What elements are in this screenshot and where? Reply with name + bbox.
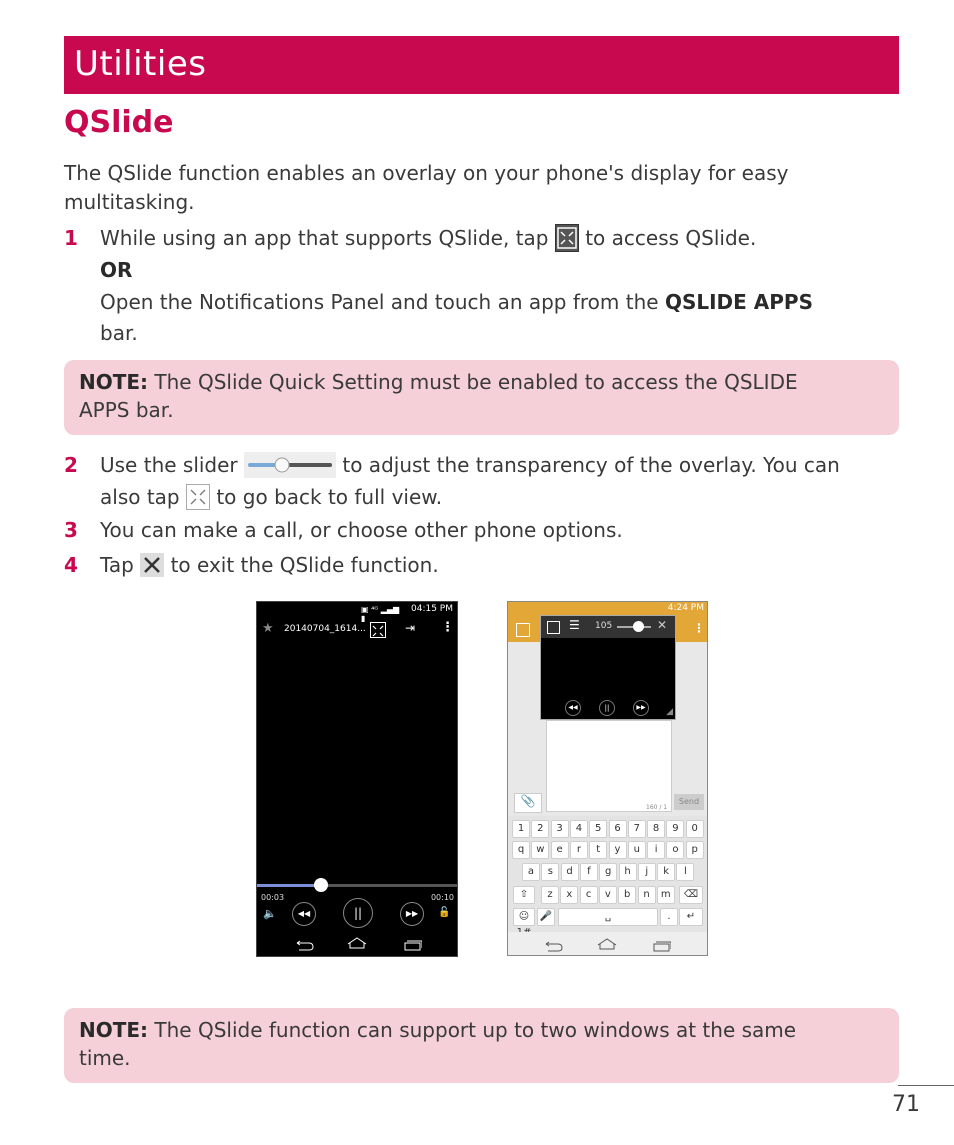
step-1-alt [100, 288, 813, 317]
step-number: 3 [64, 518, 78, 542]
note-2-line-2: time. [79, 1046, 131, 1070]
key-num-8[interactable]: 8 [647, 820, 665, 838]
key-letter-e[interactable]: e [551, 841, 569, 859]
section-title: QSlide [64, 105, 174, 140]
key-letter-b[interactable]: b [618, 886, 636, 904]
key-letter-i[interactable]: i [647, 841, 665, 859]
note-1-line-1 [79, 368, 798, 396]
shift-key[interactable]: ⇧ [513, 886, 535, 904]
mic-key[interactable]: 🎤 [537, 908, 555, 926]
qslide-apps-label: QSLIDE APPS [664, 290, 813, 314]
seek-bar[interactable] [257, 884, 457, 887]
key-letter-l[interactable]: l [676, 863, 694, 881]
messaging-qslide-screenshot [507, 601, 708, 956]
status-time: 04:15 PM [411, 604, 453, 614]
note-label: NOTE: [79, 1018, 149, 1042]
key-num-5[interactable]: 5 [589, 820, 607, 838]
more-menu-icon[interactable]: ⋮ [693, 621, 705, 635]
close-icon[interactable]: ✕ [657, 618, 668, 632]
list-icon[interactable]: ☰ [569, 618, 580, 632]
back-icon[interactable] [293, 937, 315, 956]
period-key[interactable]: . [660, 908, 678, 926]
step-number: 1 [64, 226, 78, 250]
step-2-text [100, 451, 840, 480]
step-4-text [100, 551, 439, 580]
lock-icon[interactable]: 🔓 [438, 907, 451, 918]
key-letter-s[interactable]: s [541, 863, 559, 881]
key-letter-u[interactable]: u [628, 841, 646, 859]
more-menu-icon[interactable]: ⋮ [441, 620, 454, 635]
intro-line-1: The QSlide function enables an overlay on your phone's display for easy [64, 161, 789, 185]
key-letter-n[interactable]: n [638, 886, 656, 904]
volume-icon[interactable]: 🔈 [263, 907, 277, 920]
fast-forward-icon[interactable]: ▶▶ [400, 902, 424, 926]
note-label: NOTE: [79, 370, 149, 394]
key-num-9[interactable]: 9 [666, 820, 684, 838]
rewind-icon[interactable]: ◀◀ [565, 700, 581, 716]
rewind-icon[interactable]: ◀◀ [292, 902, 316, 926]
key-letter-p[interactable]: p [686, 841, 704, 859]
key-letter-q[interactable]: q [512, 841, 530, 859]
key-num-4[interactable]: 4 [570, 820, 588, 838]
note-1-text: The QSlide Quick Setting must be enabled to access the QSLIDE [154, 370, 798, 394]
pause-icon[interactable]: || [343, 898, 373, 928]
key-num-0[interactable]: 0 [686, 820, 704, 838]
keyboard [508, 816, 707, 932]
status-time: 4:24 PM [667, 603, 704, 613]
char-counter: 160 / 1 [646, 804, 668, 811]
key-num-7[interactable]: 7 [628, 820, 646, 838]
key-letter-z[interactable]: z [541, 886, 559, 904]
full-view-icon [186, 484, 210, 510]
key-num-2[interactable]: 2 [531, 820, 549, 838]
step-4-text-a: Tap [100, 553, 134, 577]
step-2-line-2 [100, 483, 442, 512]
qslide-window[interactable] [540, 615, 676, 720]
qslide-value: 105 [595, 621, 613, 631]
step-4-text-b: to exit the QSlide function. [170, 553, 439, 577]
share-icon[interactable]: ⇥ [405, 621, 416, 635]
star-icon[interactable]: ★ [262, 621, 274, 636]
key-letter-y[interactable]: y [609, 841, 627, 859]
video-filename: 20140704_1614... [284, 624, 366, 634]
key-letter-o[interactable]: o [666, 841, 684, 859]
note-1-line-2: APPS bar. [79, 398, 174, 422]
note-2-line-1 [79, 1016, 796, 1044]
step-1-alt-b: bar. [100, 321, 138, 345]
total-time: 00:10 [430, 893, 454, 902]
page-number: 71 [892, 1092, 920, 1117]
chapter-title: Utilities [74, 44, 207, 84]
close-icon [140, 553, 164, 577]
step-2-text-d: to go back to full view. [216, 485, 443, 509]
key-letter-x[interactable]: x [560, 886, 578, 904]
step-3-text: You can make a call, or choose other phone options. [100, 518, 623, 542]
seek-bar-fill [257, 884, 321, 887]
key-letter-d[interactable]: d [561, 863, 579, 881]
key-letter-v[interactable]: v [599, 886, 617, 904]
elapsed-time: 00:03 [261, 893, 285, 902]
step-2-text-b: to adjust the transparency of the overlay. You can [342, 453, 840, 477]
key-letter-j[interactable]: j [638, 863, 656, 881]
symbols-key[interactable]: ☺ [513, 908, 535, 926]
key-letter-g[interactable]: g [599, 863, 617, 881]
key-letter-c[interactable]: c [580, 886, 598, 904]
qslide-icon[interactable] [370, 622, 386, 638]
backspace-key[interactable]: ⌫ [679, 886, 703, 904]
fast-forward-icon[interactable]: ▶▶ [633, 700, 649, 716]
qslide-icon[interactable] [516, 623, 530, 637]
step-2-text-c: also tap [100, 485, 180, 509]
key-letter-m[interactable]: m [657, 886, 675, 904]
key-letter-t[interactable]: t [589, 841, 607, 859]
step-1-text-b: to access QSlide. [585, 226, 757, 250]
seek-thumb[interactable] [314, 878, 328, 892]
step-1-text-a: While using an app that supports QSlide, tap [100, 226, 549, 250]
attach-icon[interactable]: 📎 [514, 793, 542, 813]
pause-icon[interactable]: || [599, 700, 615, 716]
or-label: OR [100, 258, 133, 282]
note-2-text: The QSlide function can support up to two windows at the same [154, 1018, 797, 1042]
step-number: 4 [64, 553, 78, 577]
home-icon[interactable] [346, 935, 368, 954]
transparency-slider-thumb[interactable] [633, 621, 644, 632]
key-letter-f[interactable]: f [580, 863, 598, 881]
status-icons: ▣ ⁴ᴳ ▂▄▆ ▮ [361, 605, 400, 623]
key-letter-w[interactable]: w [531, 841, 549, 859]
send-button[interactable]: Send [674, 794, 704, 810]
space-key[interactable]: ␣ [558, 908, 658, 926]
key-letter-h[interactable]: h [619, 863, 637, 881]
key-num-1[interactable]: 1 [512, 820, 530, 838]
recent-apps-icon[interactable] [651, 938, 671, 956]
qslide-icon [555, 224, 579, 252]
video-player-screenshot [256, 601, 458, 957]
key-num-3[interactable]: 3 [551, 820, 569, 838]
resize-handle-icon[interactable]: ◢ [666, 707, 673, 717]
home-icon[interactable] [596, 936, 618, 955]
step-2-text-a: Use the slider [100, 453, 238, 477]
key-letter-r[interactable]: r [570, 841, 588, 859]
recent-apps-icon[interactable] [402, 937, 422, 956]
page-number-rule [898, 1085, 954, 1086]
transparency-slider-icon [244, 452, 336, 478]
step-1-text [100, 224, 756, 254]
step-number: 2 [64, 453, 78, 477]
message-compose-area[interactable] [546, 720, 672, 812]
key-letter-k[interactable]: k [657, 863, 675, 881]
intro-line-2: multitasking. [64, 190, 195, 214]
enter-key[interactable]: ↵ [679, 908, 703, 926]
full-view-icon[interactable] [547, 621, 560, 634]
key-num-6[interactable]: 6 [609, 820, 627, 838]
step-1-alt-a: Open the Notifications Panel and touch an app from the [100, 290, 659, 314]
key-letter-a[interactable]: a [522, 863, 540, 881]
back-icon[interactable] [542, 938, 564, 956]
